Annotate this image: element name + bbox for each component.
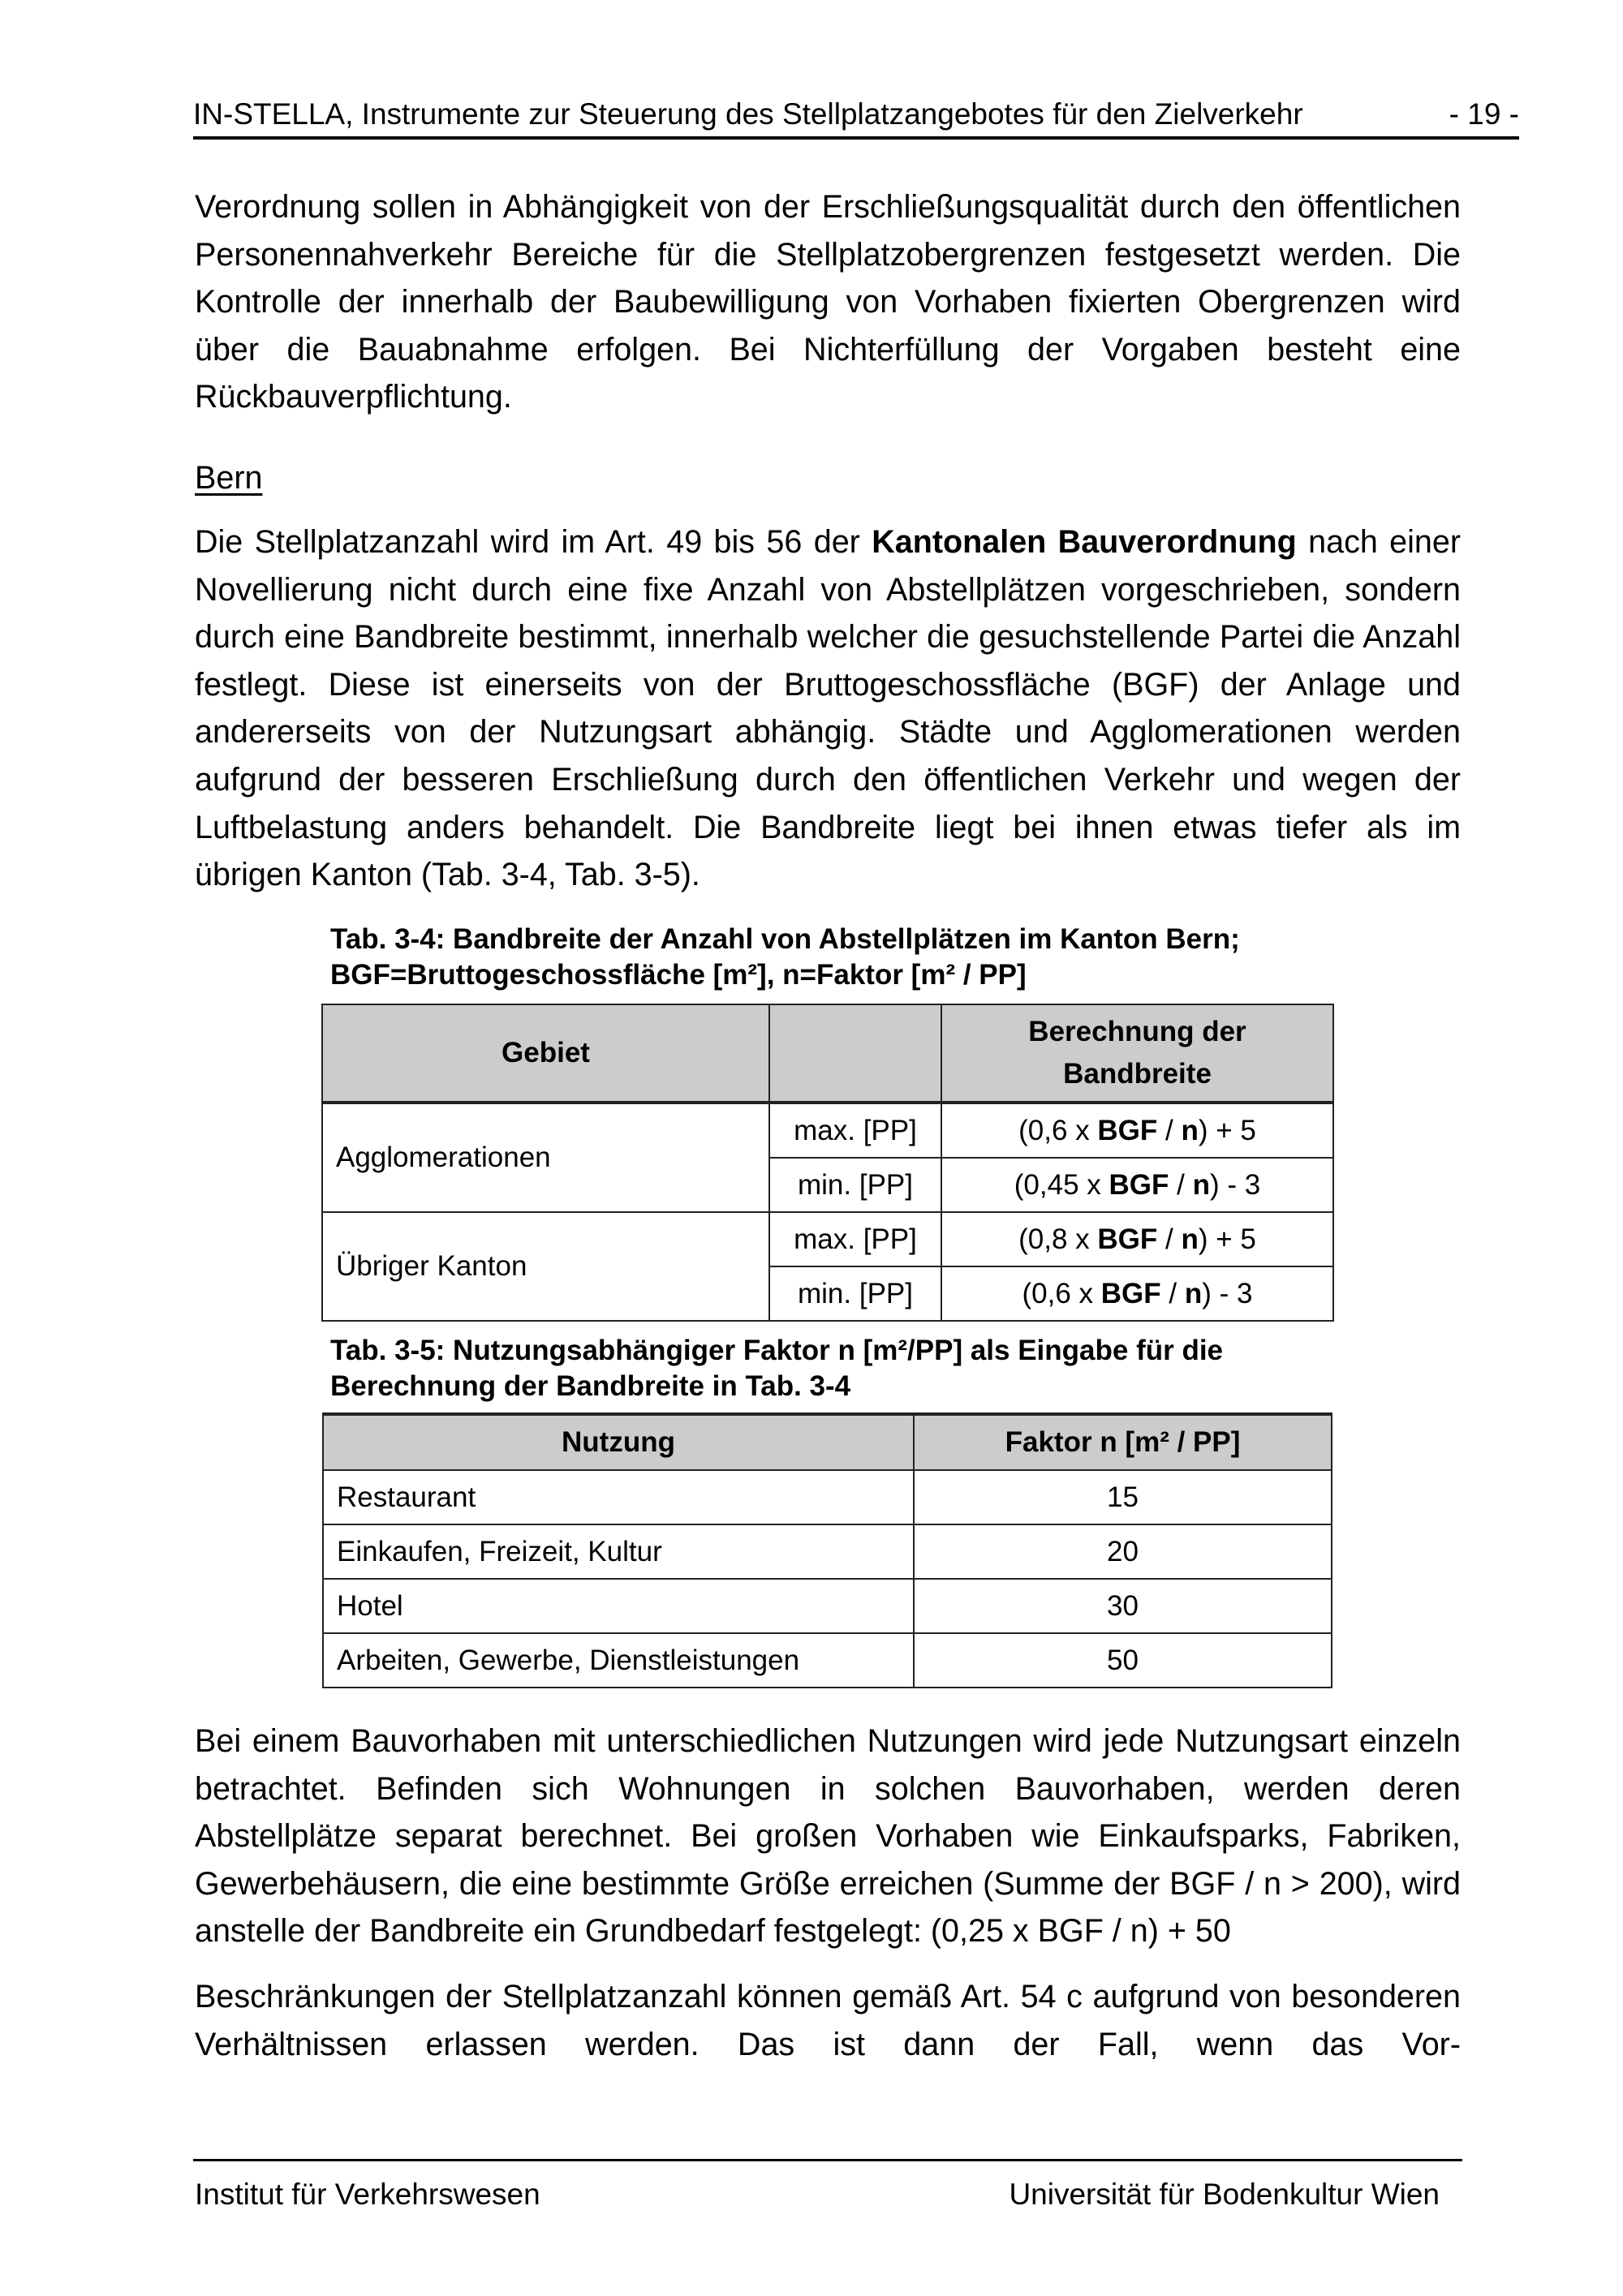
table-row — [323, 1579, 1332, 1633]
formula-n: n — [1181, 1223, 1199, 1255]
cell-faktor: 20 — [914, 1524, 1332, 1579]
column-header-berechnung-line2: Bandbreite — [1063, 1058, 1212, 1090]
cell-formula — [941, 1103, 1333, 1158]
paragraph-bern — [195, 518, 1461, 899]
table-row — [323, 1524, 1332, 1579]
formula-divider: / — [1169, 1168, 1193, 1201]
page-number: - 19 - — [1449, 97, 1519, 131]
footer-institute: Institut für Verkehrswesen — [195, 2178, 540, 2211]
footer-university: Universität für Bodenkultur Wien — [1009, 2178, 1440, 2211]
formula-prefix: (0,45 x — [1014, 1168, 1109, 1201]
column-header-nutzung: Nutzung — [323, 1414, 914, 1470]
formula-bgf: BGF — [1097, 1114, 1158, 1146]
table-header-row — [323, 1414, 1332, 1470]
column-header-berechnung-line1: Berechnung der — [1028, 1016, 1246, 1047]
cell-gebiet: Übriger Kanton — [322, 1212, 769, 1321]
formula-divider: / — [1160, 1277, 1185, 1309]
paragraph-beschraenkungen: Beschränkungen der Stellplatzanzahl können gemäß Art. 54 c aufgrund von besonderen Verhältnissen erlassen werden. Das ist dann der Fall, wenn das Vor- — [195, 1979, 1461, 2062]
table-row — [323, 1633, 1332, 1688]
table-row — [322, 1103, 1333, 1158]
column-header-gebiet: Gebiet — [322, 1004, 769, 1103]
formula-bgf: BGF — [1097, 1223, 1158, 1255]
header-title: IN-STELLA, Instrumente zur Steuerung des Stellplatzangebotes für den Zielverkehr — [193, 97, 1303, 131]
table-3-4 — [321, 1004, 1334, 1322]
column-header-type — [769, 1004, 941, 1103]
page-footer — [193, 2159, 1462, 2211]
paragraph-bern-text-2: nach einer Novellierung nicht durch eine fixe Anzahl von Abstellplätzen vorgeschrieben, sondern durch eine Bandbreite bestimmt, innerhalb welcher die gesuchstellende Partei die Anzahl festlegt. Diese ist einerseits von der Bruttogeschossfläche (BGF) der Anlage und andererseits von der Nutzungsart abhängig. Städte und Agglomerationen werden aufgrund der besseren Erschließung durch den öffentlichen Verkehr und wegen der Luftbelastung anders behandelt. Die Bandbreite liegt bei ihnen etwas tiefer als im übrigen Kanton (Tab. 3-4, Tab. 3-5). — [195, 524, 1462, 893]
formula-suffix: ) + 5 — [1198, 1114, 1256, 1146]
cell-nutzung: Arbeiten, Gewerbe, Dienstleistungen — [323, 1633, 914, 1688]
table-row — [322, 1212, 1333, 1266]
section-heading-bern: Bern — [195, 460, 263, 496]
cell-type: max. [PP] — [769, 1212, 941, 1266]
cell-nutzung: Restaurant — [323, 1470, 914, 1524]
cell-type: min. [PP] — [769, 1266, 941, 1321]
cell-formula — [941, 1266, 1333, 1321]
table-3-4-caption-line1: Tab. 3-4: Bandbreite der Anzahl von Abstellplätzen im Kanton Bern; — [330, 923, 1240, 955]
paragraph-bern-text-1: Die Stellplatzanzahl wird im Art. 49 bis 56 der — [195, 524, 872, 560]
table-header-row — [322, 1004, 1333, 1103]
column-header-faktor: Faktor n [m² / PP] — [914, 1414, 1332, 1470]
paragraph-intro: Verordnung sollen in Abhängigkeit von der Erschließungsqualität durch den öffentlichen Personennahverkehr Bereiche für die Stellplatzobergrenzen festgesetzt werden. Die Kontrolle der innerhalb der Baubewilligung von Vorhaben fixierten Obergrenzen wird über die Bauabnahme erfolgen. Bei Nichterfüllung der Vorgaben besteht eine Rückbauverpflichtung. — [195, 189, 1461, 415]
cell-faktor: 30 — [914, 1579, 1332, 1633]
cell-gebiet: Agglomerationen — [322, 1103, 769, 1212]
cell-faktor: 15 — [914, 1470, 1332, 1524]
table-3-5 — [322, 1412, 1332, 1688]
table-row — [323, 1470, 1332, 1524]
table-3-4-caption — [330, 922, 1337, 993]
table-3-5-caption-line1: Tab. 3-5: Nutzungsabhängiger Faktor n [m²/PP] als Eingabe für die — [330, 1335, 1224, 1366]
cell-nutzung: Einkaufen, Freizeit, Kultur — [323, 1524, 914, 1579]
table-3-5-caption — [330, 1333, 1337, 1404]
formula-prefix: (0,6 x — [1022, 1277, 1101, 1309]
column-header-berechnung — [941, 1004, 1333, 1103]
cell-nutzung: Hotel — [323, 1579, 914, 1633]
cell-formula — [941, 1212, 1333, 1266]
formula-bgf: BGF — [1109, 1168, 1169, 1201]
table-3-4-caption-line2: BGF=Bruttogeschossfläche [m²], n=Faktor [m² / PP] — [330, 959, 1027, 991]
formula-suffix: ) - 3 — [1209, 1168, 1261, 1201]
cell-formula — [941, 1158, 1333, 1212]
formula-suffix: ) + 5 — [1198, 1223, 1256, 1255]
formula-n: n — [1192, 1168, 1210, 1201]
cell-type: max. [PP] — [769, 1103, 941, 1158]
formula-prefix: (0,8 x — [1018, 1223, 1098, 1255]
formula-suffix: ) - 3 — [1202, 1277, 1253, 1309]
formula-bgf: BGF — [1100, 1277, 1161, 1309]
formula-divider: / — [1157, 1114, 1182, 1146]
table-3-5-caption-line2: Berechnung der Bandbreite in Tab. 3-4 — [330, 1370, 851, 1402]
cell-faktor: 50 — [914, 1633, 1332, 1688]
formula-divider: / — [1157, 1223, 1182, 1255]
formula-n: n — [1184, 1277, 1203, 1309]
paragraph-bern-bold: Kantonalen Bauverordnung — [872, 524, 1297, 560]
paragraph-bauvorhaben: Bei einem Bauvorhaben mit unterschiedlichen Nutzungen wird jede Nutzungsart einzeln betrachtet. Befinden sich Wohnungen in solchen Bauvorhaben, werden deren Abstellplätze separat berechnet. Bei großen Vorhaben wie Einkaufsparks, Fabriken, Gewerbehäusern, die eine bestimmte Größe erreichen (Summe der BGF / n > 200), wird anstelle der Bandbreite ein Grundbedarf festgelegt: (0,25 x BGF / n) + 50 — [195, 1723, 1461, 1950]
page-header — [193, 91, 1519, 140]
formula-n: n — [1181, 1114, 1199, 1146]
cell-type: min. [PP] — [769, 1158, 941, 1212]
formula-prefix: (0,6 x — [1018, 1114, 1098, 1146]
